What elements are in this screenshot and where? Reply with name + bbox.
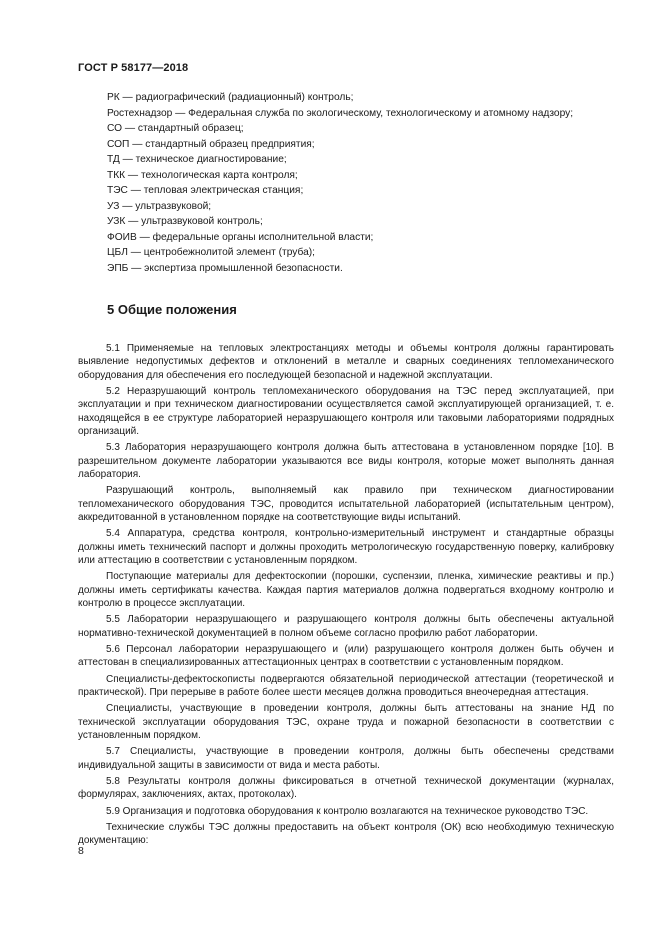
paragraph: 5.7 Специалисты, участвующие в проведении контроля, должны быть обеспечены средствами индивидуальной защиты в зависимости от вида и места работы. bbox=[78, 746, 614, 771]
abbreviation-item: ФОИВ — федеральные органы исполнительной власти; bbox=[107, 231, 374, 243]
paragraph: 5.1 Применяемые на тепловых электростанциях методы и объемы контроля должны гарантировать выявление недопустимых дефектов и отклонений в металле и сварных соединениях тепломеханического оборудования для обеспечения его последующей безопасной и надежной эксплуатации. bbox=[78, 343, 614, 381]
paragraph: 5.3 Лаборатория неразрушающего контроля должна быть аттестована в установленном порядке [10]. В разрешительном документе лаборатории указываются все виды контроля, которые может выполнять данная лаборатория. bbox=[78, 442, 614, 480]
paragraph: 5.9 Организация и подготовка оборудования к контролю возлагаются на техническое руководство ТЭС. bbox=[106, 805, 589, 817]
page-number: 8 bbox=[78, 845, 84, 857]
abbreviation-item: ЭПБ — экспертиза промышленной безопасности. bbox=[107, 262, 343, 274]
paragraph: Поступающие материалы для дефектоскопии (порошки, суспензии, пленка, химические реактивы и пр.) должны иметь сертификаты качества. Каждая партия материалов должна подвергаться входному контролю и контролю в процессе эксплуатации. bbox=[78, 571, 614, 609]
section-title: 5 Общие положения bbox=[107, 302, 237, 317]
paragraph: 5.8 Результаты контроля должны фиксироваться в отчетной технической документации (журналах, формулярах, заключениях, актах, протоколах). bbox=[78, 775, 614, 801]
abbreviation-item: СОП — стандартный образец предприятия; bbox=[107, 138, 315, 150]
paragraph: Специалисты-дефектоскописты подвергаются обязательной периодической аттестации (теоретической и практической). При перерыве в работе более шести месяцев должна проводиться внеочередная аттестация. bbox=[78, 673, 614, 698]
standard-header: ГОСТ Р 58177—2018 bbox=[78, 62, 189, 74]
paragraph: 5.2 Неразрушающий контроль тепломеханического оборудования на ТЭС перед эксплуатацией, при эксплуатации и при техническом диагностировании осуществляется самой эксплуатирующей организацией, т. е. находящейся в ее структуре лабораторией неразрушающего контроля или таковыми лабораториями подрядных организаций. bbox=[78, 385, 614, 437]
abbreviation-item: Ростехнадзор — Федеральная служба по экологическому, технологическому и атомному надзору; bbox=[107, 107, 574, 119]
paragraph: 5.4 Аппаратура, средства контроля, контрольно-измерительный инструмент и стандартные образцы должны иметь технический паспорт и должны проходить метрологическую государственную поверку, калибровку или аттестацию в соответствии с установленным порядком. bbox=[78, 528, 614, 566]
section-body bbox=[78, 342, 614, 851]
paragraph: Разрушающий контроль, выполняемый как правило при техническом диагностировании тепломеханического оборудования ТЭС, проводится испытательной лабораторией (испытательным центром), аккредитованной в установленном порядке на соответствующие виды испытаний. bbox=[78, 485, 614, 523]
abbreviation-item: ТКК — технологическая карта контроля; bbox=[107, 169, 298, 181]
paragraph: Технические службы ТЭС должны предоставить на объект контроля (ОК) всю необходимую техническую документацию: bbox=[78, 822, 614, 847]
paragraph: 5.5 Лаборатории неразрушающего и разрушающего контроля должны быть обеспечены актуальной нормативно-технической документацией в полном объеме согласно профилю работ лаборатории. bbox=[78, 614, 614, 639]
abbreviation-item: УЗ — ультразвуковой; bbox=[107, 200, 212, 212]
abbreviation-item: РК — радиографический (радиационный) контроль; bbox=[107, 92, 354, 103]
paragraph: Специалисты, участвующие в проведении контроля, должны быть аттестованы на знание НД по технической эксплуатации оборудования ТЭС, охране труда и пожарной безопасности в соответствии с установленным порядком. bbox=[78, 703, 614, 741]
abbreviation-item: УЗК — ультразвуковой контроль; bbox=[107, 216, 263, 227]
abbreviation-item: ТЭС — тепловая электрическая станция; bbox=[107, 185, 304, 196]
paragraph: 5.6 Персонал лаборатории неразрушающего и (или) разрушающего контроля должен быть обучен и аттестован в специализированных аттестационных центрах в соответствии с установленным порядком. bbox=[78, 643, 614, 669]
abbreviation-item: ТД — техническое диагностирование; bbox=[107, 154, 287, 165]
abbreviation-list bbox=[107, 90, 627, 276]
abbreviation-item: СО — стандартный образец; bbox=[107, 123, 244, 134]
abbreviation-item: ЦБЛ — центробежнолитой элемент (труба); bbox=[107, 247, 315, 258]
